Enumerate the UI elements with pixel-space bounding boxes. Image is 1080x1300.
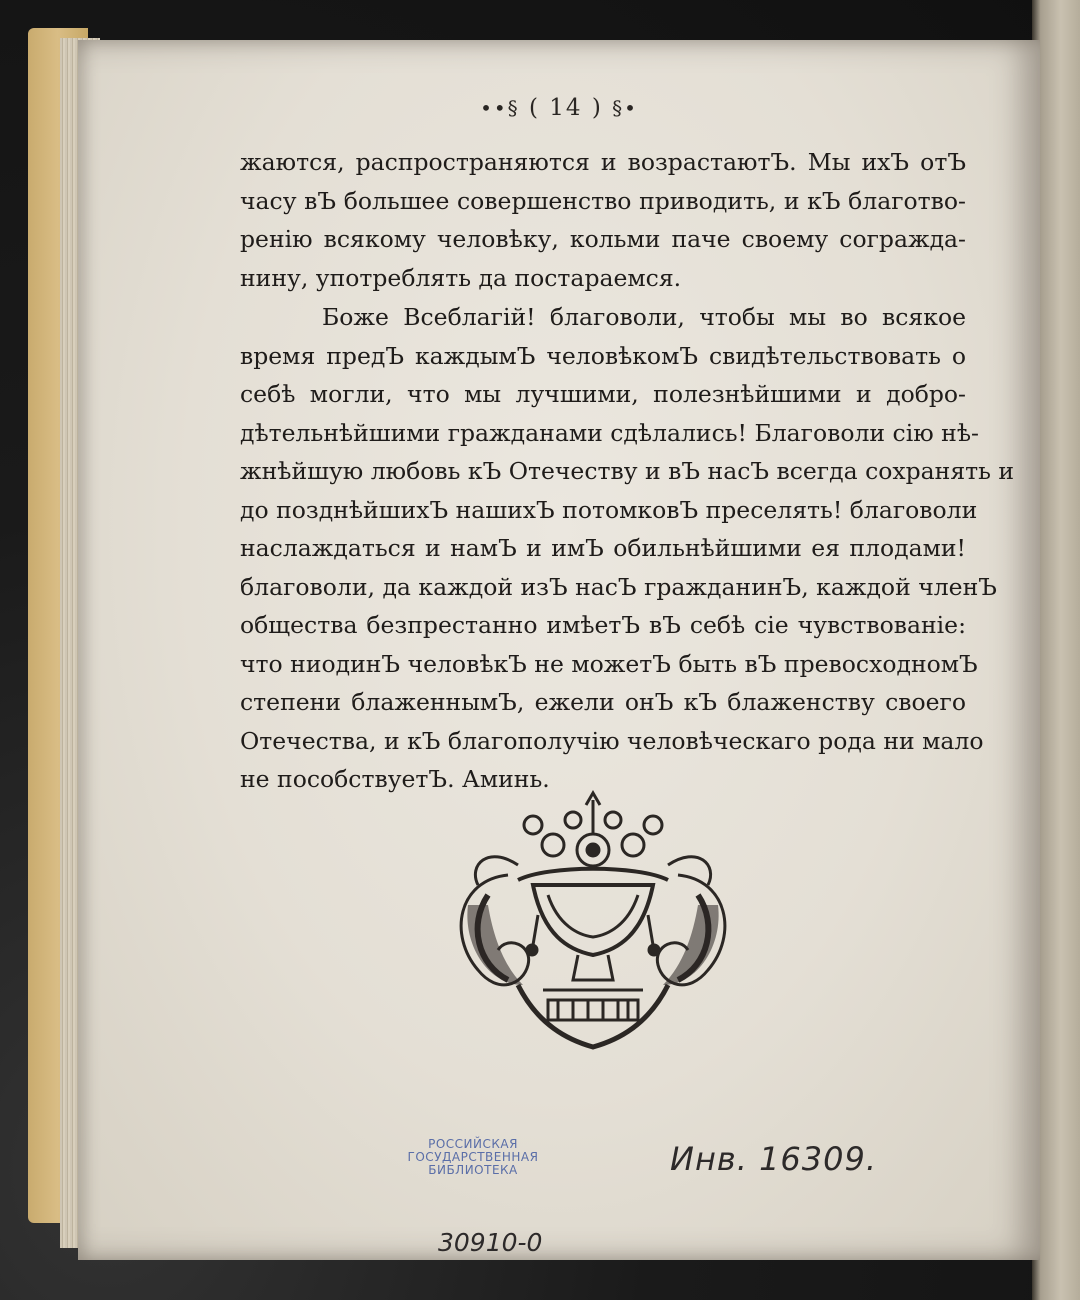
text-line: общества безпрестанно имѣетЪ вЪ себѣ сіе чувствованіе: (240, 611, 966, 639)
text-line: жаются, распространяются и возрастаютЪ. Мы ихЪ отЪ (240, 148, 966, 176)
text-line: часу вЪ большее совершенство приводить, и кЪ благотво- (240, 186, 966, 215)
stamp-line: БИБЛИОТЕКА (428, 1163, 518, 1177)
library-stamp (403, 1138, 543, 1177)
ornament-left: ••§ (480, 96, 520, 120)
handwritten-shelfmark: 30910-0 (438, 1228, 543, 1257)
text-line: себѣ могли, что мы лучшими, полезнѣйшими и добро- (240, 380, 966, 408)
text-line: до позднѣйшихЪ нашихЪ потомковЪ преселять! благоволи (240, 495, 978, 524)
text-line: благоволи, да каждой изЪ насЪ гражданинЪ, каждой членЪ (240, 572, 997, 601)
stamp-line: ГОСУДАРСТВЕННАЯ (407, 1150, 539, 1164)
text-line: жнѣйшую любовь кЪ Отечеству и вЪ насЪ всегда сохранять и (240, 457, 1015, 485)
text-line: что ниодинЪ человѣкЪ не можетЪ быть вЪ превосходномЪ (240, 649, 978, 678)
page-header (78, 95, 1040, 121)
stamp-line: РОССИЙСКАЯ (428, 1137, 518, 1151)
paragraph-1 (240, 143, 966, 297)
text-line: степени блаженнымЪ, ежели онЪ кЪ блаженству своего (240, 688, 966, 716)
book-page (78, 40, 1040, 1260)
text-line: Отечества, и кЪ благополучію человѣческаго рода ни мало (240, 726, 984, 755)
text-line: не пособствуетЪ. Аминь. (240, 765, 550, 793)
text-line: нину, употреблять да постараемся. (240, 263, 682, 292)
paragraph-2 (240, 298, 1015, 799)
handwritten-inventory-number: Инв. 16309. (670, 1140, 878, 1178)
ornament-right: §• (612, 96, 638, 120)
text-line: дѣтельнѣйшими гражданами сдѣлались! Благоволи сію нѣ- (240, 418, 979, 447)
text-line: наслаждаться и намЪ и имЪ обильнѣйшими ея плодами! (240, 534, 966, 562)
text-line: время предЪ каждымЪ человѣкомЪ свидѣтельствовать о (240, 341, 966, 370)
text-line: Боже Всеблагій! благоволи, чтобы мы во всякое (322, 303, 966, 331)
text-line: ренію всякому человѣку, кольми паче своему согражда- (240, 225, 966, 253)
page-number: ( 14 ) (528, 95, 603, 121)
flower-basket-vignette (448, 785, 738, 1055)
